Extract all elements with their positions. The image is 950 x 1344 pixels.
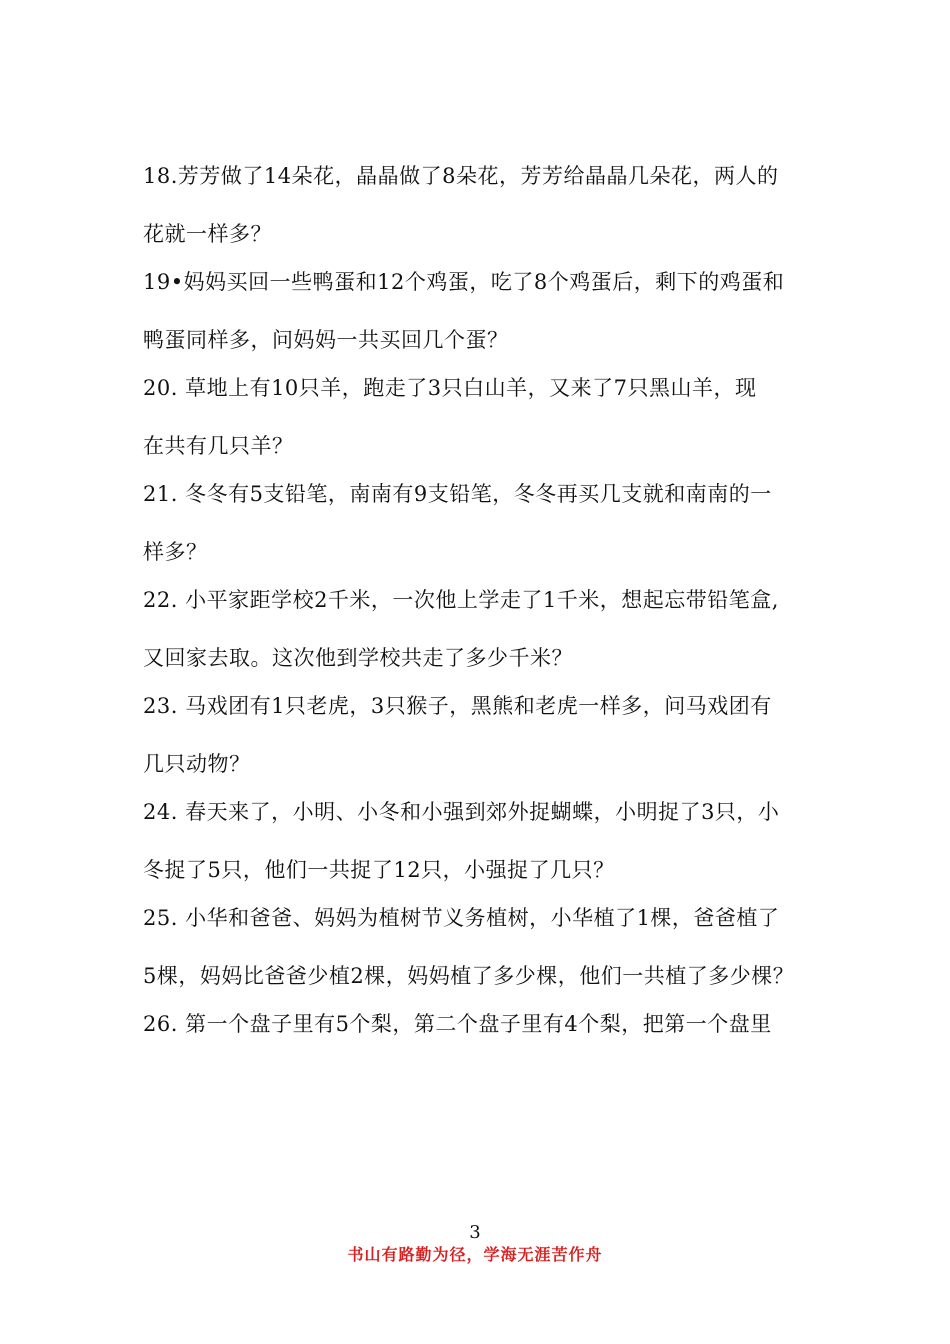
- problem-line: 样多？: [143, 540, 208, 564]
- problem-22: [143, 588, 815, 670]
- problem-line: 26. 第一个盘子里有5个梨，第二个盘子里有4个梨，把第一个盘里: [143, 1012, 772, 1036]
- problem-line: 又回家去取。这次他到学校共走了多少千米？: [143, 646, 573, 670]
- footer-motto: 书山有路勤为径，学海无涯苦作舟: [347, 1245, 603, 1264]
- problem-line: 18.芳芳做了14朵花，晶晶做了8朵花，芳芳给晶晶几朵花，两人的: [143, 164, 779, 188]
- problem-25: [143, 906, 815, 988]
- problem-line: 24. 春天来了，小明、小冬和小强到郊外捉蝴蝶，小明捉了3只，小: [143, 800, 780, 824]
- page-number: 3: [469, 1222, 481, 1243]
- problem-line: 几只动物？: [143, 752, 251, 776]
- problem-19: [143, 270, 815, 352]
- problem-26: [143, 1012, 815, 1036]
- problem-18: [143, 164, 815, 246]
- problem-line: 花就一样多？: [143, 222, 272, 246]
- problem-line: 21. 冬冬有5支铅笔，南南有9支铅笔，冬冬再买几支就和南南的一: [143, 482, 772, 506]
- problem-line: 25. 小华和爸爸、妈妈为植树节义务植树，小华植了1棵，爸爸植了: [143, 906, 780, 930]
- problem-20: [143, 376, 815, 458]
- problem-line: 23. 马戏团有1只老虎，3只猴子，黑熊和老虎一样多，问马戏团有: [143, 694, 772, 718]
- problem-list: [143, 164, 815, 1060]
- problem-line: 5棵，妈妈比爸爸少植2棵，妈妈植了多少棵，他们一共植了多少棵？: [143, 964, 795, 988]
- problem-21: [143, 482, 815, 564]
- problem-line: 19•妈妈买回一些鸭蛋和12个鸡蛋，吃了8个鸡蛋后，剩下的鸡蛋和: [143, 270, 785, 294]
- problem-line: 鸭蛋同样多，问妈妈一共买回几个蛋？: [143, 328, 509, 352]
- problem-line: 20. 草地上有10只羊，跑走了3只白山羊，又来了7只黑山羊，现: [143, 376, 757, 400]
- problem-23: [143, 694, 815, 776]
- problem-24: [143, 800, 815, 882]
- problem-line: 冬捉了5只，他们一共捉了12只，小强捉了几只？: [143, 858, 615, 882]
- problem-line: 在共有几只羊？: [143, 434, 294, 458]
- problem-line: 22. 小平家距学校2千米，一次他上学走了1千米，想起忘带铅笔盒,: [143, 588, 779, 612]
